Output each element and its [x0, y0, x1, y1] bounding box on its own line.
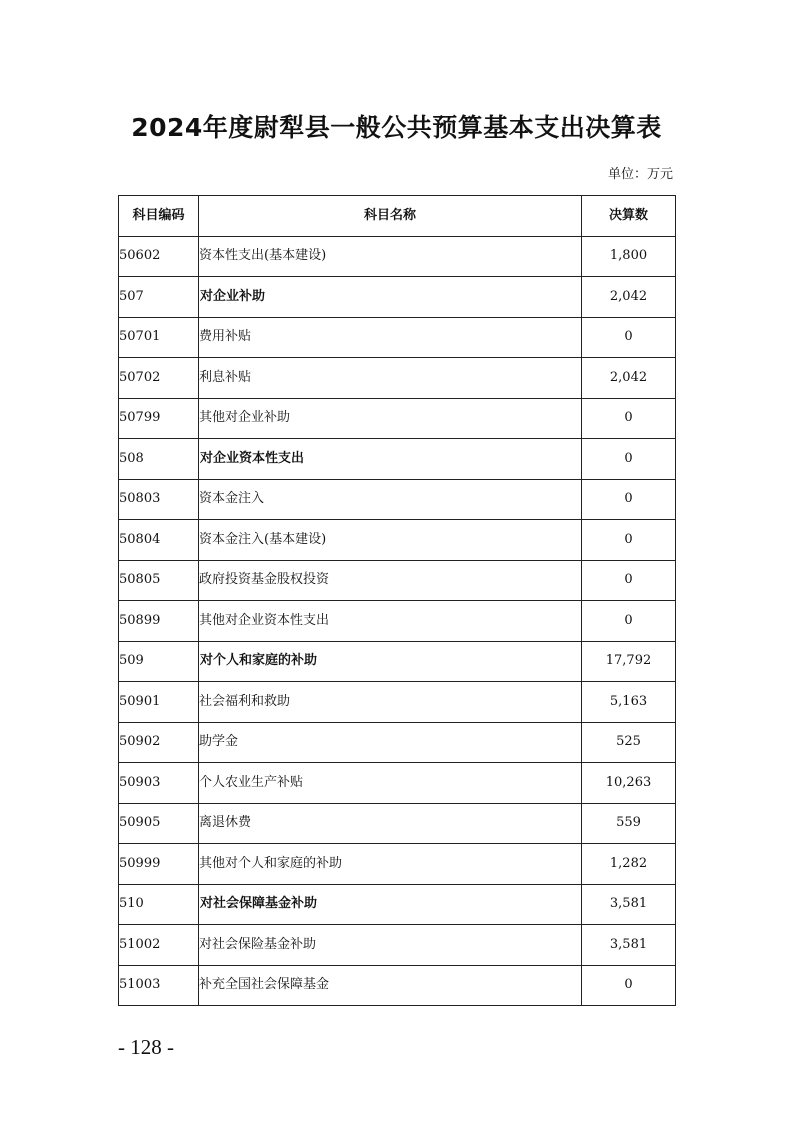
cell-code: 509: [119, 641, 199, 682]
cell-code: 507: [119, 277, 199, 318]
table-row: [119, 641, 676, 682]
cell-amount: 0: [582, 601, 676, 642]
cell-name: 个人农业生产补贴: [199, 763, 582, 804]
cell-code: 50804: [119, 520, 199, 561]
cell-amount: 0: [582, 398, 676, 439]
table-row: [119, 722, 676, 763]
table-row: [119, 601, 676, 642]
cell-code: 50903: [119, 763, 199, 804]
cell-name: 费用补贴: [199, 317, 582, 358]
table-row: [119, 925, 676, 966]
table-row: [119, 277, 676, 318]
cell-name: 其他对企业补助: [199, 398, 582, 439]
table-row: [119, 803, 676, 844]
cell-code: 50701: [119, 317, 199, 358]
cell-code: 508: [119, 439, 199, 480]
cell-amount: 0: [582, 965, 676, 1006]
budget-table: [118, 195, 676, 1006]
cell-name: 对企业补助: [199, 277, 582, 318]
cell-name: 助学金: [199, 722, 582, 763]
cell-name: 对社会保险基金补助: [199, 925, 582, 966]
cell-amount: 0: [582, 560, 676, 601]
table-row: [119, 884, 676, 925]
table-body: [119, 236, 676, 1006]
cell-amount: 525: [582, 722, 676, 763]
cell-amount: 3,581: [582, 884, 676, 925]
column-header-amount: 决算数: [582, 196, 676, 237]
cell-code: 50902: [119, 722, 199, 763]
cell-amount: 0: [582, 439, 676, 480]
column-header-code: 科目编码: [119, 196, 199, 237]
cell-code: 51002: [119, 925, 199, 966]
cell-amount: 2,042: [582, 358, 676, 399]
cell-name: 对企业资本性支出: [199, 439, 582, 480]
table-row: [119, 398, 676, 439]
table-row: [119, 358, 676, 399]
page-title: 2024年度尉犁县一般公共预算基本支出决算表: [131, 113, 662, 142]
cell-code: 50905: [119, 803, 199, 844]
table-row: [119, 439, 676, 480]
cell-name: 社会福利和救助: [199, 682, 582, 723]
cell-amount: 5,163: [582, 682, 676, 723]
table-row: [119, 236, 676, 277]
page-number: - 128 -: [118, 1035, 174, 1059]
table-row: [119, 520, 676, 561]
cell-name: 资本性支出(基本建设): [199, 236, 582, 277]
cell-amount: 0: [582, 479, 676, 520]
cell-name: 对社会保障基金补助: [199, 884, 582, 925]
cell-name: 离退休费: [199, 803, 582, 844]
cell-amount: 1,800: [582, 236, 676, 277]
cell-amount: 559: [582, 803, 676, 844]
cell-code: 51003: [119, 965, 199, 1006]
cell-amount: 17,792: [582, 641, 676, 682]
table-row: [119, 844, 676, 885]
cell-amount: 0: [582, 317, 676, 358]
table-row: [119, 317, 676, 358]
cell-code: 50901: [119, 682, 199, 723]
cell-code: 50602: [119, 236, 199, 277]
table-header-row: [119, 196, 676, 237]
cell-code: 50999: [119, 844, 199, 885]
cell-code: 50799: [119, 398, 199, 439]
table-row: [119, 560, 676, 601]
cell-code: 50803: [119, 479, 199, 520]
cell-name: 其他对个人和家庭的补助: [199, 844, 582, 885]
cell-code: 50805: [119, 560, 199, 601]
cell-name: 对个人和家庭的补助: [199, 641, 582, 682]
unit-label: 单位：万元: [607, 167, 673, 182]
cell-amount: 1,282: [582, 844, 676, 885]
cell-amount: 3,581: [582, 925, 676, 966]
cell-name: 资本金注入(基本建设): [199, 520, 582, 561]
column-header-name: 科目名称: [199, 196, 582, 237]
cell-amount: 0: [582, 520, 676, 561]
cell-code: 50899: [119, 601, 199, 642]
cell-amount: 10,263: [582, 763, 676, 804]
cell-name: 其他对企业资本性支出: [199, 601, 582, 642]
cell-amount: 2,042: [582, 277, 676, 318]
table-row: [119, 965, 676, 1006]
cell-name: 资本金注入: [199, 479, 582, 520]
cell-code: 510: [119, 884, 199, 925]
table-row: [119, 763, 676, 804]
table-row: [119, 479, 676, 520]
cell-name: 利息补贴: [199, 358, 582, 399]
cell-name: 补充全国社会保障基金: [199, 965, 582, 1006]
table-row: [119, 682, 676, 723]
cell-code: 50702: [119, 358, 199, 399]
cell-name: 政府投资基金股权投资: [199, 560, 582, 601]
